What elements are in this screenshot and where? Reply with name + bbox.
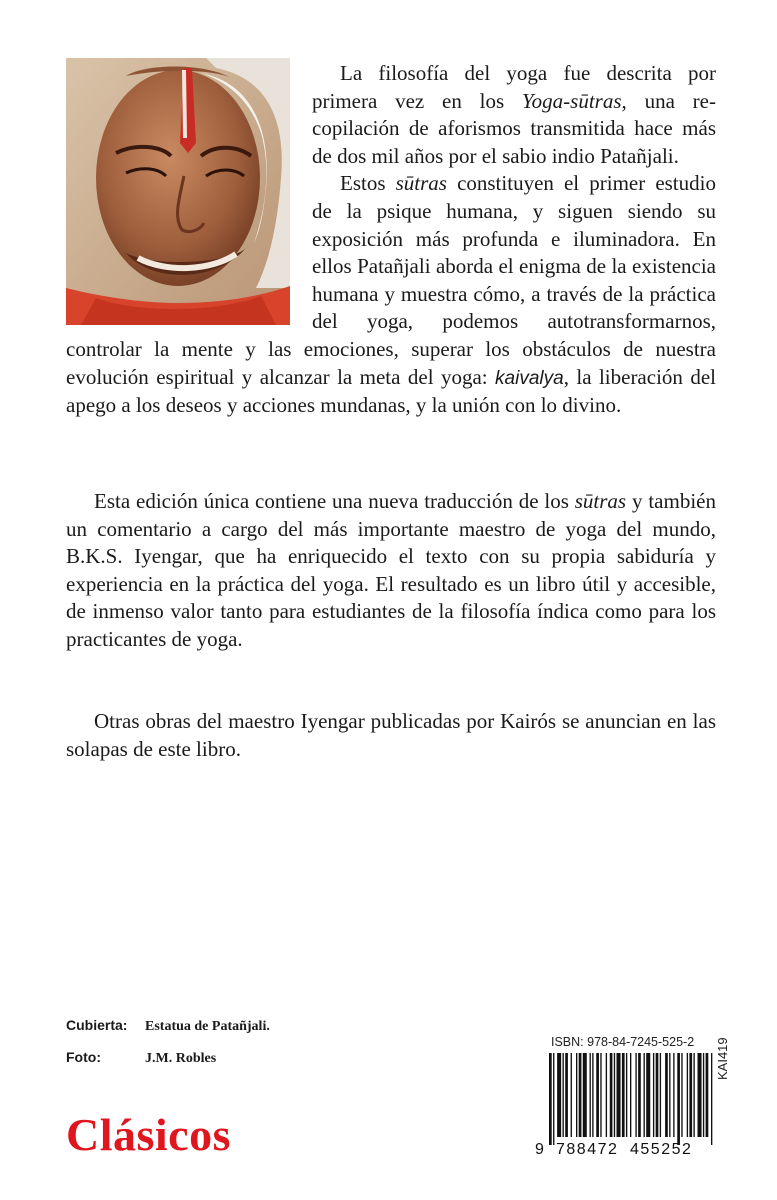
barcode-bar: [606, 1053, 607, 1137]
barcode-bar: [646, 1053, 650, 1137]
barcode-bar: [596, 1053, 599, 1137]
barcode-bar: [665, 1053, 668, 1137]
isbn-barcode: [535, 1035, 720, 1165]
photo-credit-label: Foto:: [66, 1049, 101, 1065]
intro-text: [66, 60, 716, 420]
series-title: Clásicos: [66, 1109, 231, 1160]
barcode-bar: [622, 1053, 625, 1137]
cover-credit-label: Cubierta:: [66, 1017, 128, 1033]
barcode-bar: [592, 1053, 593, 1137]
barcode-bar: [638, 1053, 641, 1137]
barcode-bar: [653, 1053, 654, 1137]
barcode-bar: [681, 1053, 682, 1137]
barcode-bar: [689, 1053, 692, 1137]
barcode-bar: [576, 1053, 577, 1137]
barcode-bar: [614, 1053, 615, 1137]
barcode-bar: [693, 1053, 694, 1137]
barcode-bar: [549, 1053, 552, 1145]
edition-text: [66, 488, 716, 654]
photo-credit-value: J.M. Robles: [145, 1051, 217, 1066]
barcode-bar: [557, 1053, 561, 1137]
barcode-bar: [635, 1053, 636, 1137]
barcode-bar: [630, 1053, 631, 1137]
edition-paragraph: Esta edición única contiene una nueva traducción de los sūtras y también un comentario a cargo del más importante maestro de yoga del mundo, B.K.S. Iyengar, que ha enriquecido el texto con su propia sabiduría y experiencia en la práctica del yoga. El resultado es un libro útil y accesible, de inmenso valor tanto para estudiantes de la filosofía índica como para los practicantes de yoga.: [66, 489, 716, 651]
barcode-bar: [553, 1053, 554, 1145]
cover-credit: [66, 1017, 270, 1035]
barcode-bar: [583, 1053, 587, 1137]
barcode-bar: [565, 1053, 568, 1137]
other-works-paragraph: Otras obras del maestro Iyengar publicadas por Kairós se anuncian en las solapas de este libro.: [66, 709, 716, 761]
barcode-bar: [687, 1053, 688, 1137]
barcode-bar: [711, 1053, 712, 1145]
barcode-bar: [579, 1053, 582, 1137]
barcode-digit-first: 9: [535, 1141, 544, 1158]
photo-credit: [66, 1049, 216, 1067]
other-works-text: [66, 708, 716, 763]
barcode-digits: [535, 1141, 720, 1161]
barcode-bar: [600, 1053, 601, 1137]
barcode-bar: [698, 1053, 702, 1137]
barcode-bar: [590, 1053, 591, 1137]
intro-paragraph-2: Estos sūtras constituyen el primer estudio de la psique humana, y siguen siendo su exposición más profunda e iluminadora. En ellos Patañjali aborda el enigma de la existencia humana y muestra cómo, a través de la práctica del yoga, podemos autotransformarnos, controlar la mente y las emociones, superar los obstáculos de nuestra evolución espiritual y alcanzar la meta del yoga: kaivalya, la liberación del apego a los deseos y acciones mundanas, y la unión con lo divino.: [66, 171, 716, 418]
barcode-bar: [706, 1053, 709, 1137]
barcode-bar: [656, 1053, 659, 1137]
barcode-bars: [535, 1053, 720, 1145]
barcode-bar: [644, 1053, 645, 1137]
barcode-bar: [563, 1053, 564, 1137]
isbn-label: ISBN: 978-84-7245-525-2: [551, 1035, 695, 1049]
barcode-bar: [626, 1053, 627, 1137]
intro-paragraph-1: La filosofía del yoga fue descrita por primera vez en los Yoga-sūtras, una recopilación de aforismos transmitida hace más de dos mil años por el sabio indio Patañjali.: [312, 61, 716, 168]
barcode-bar: [610, 1053, 613, 1137]
barcode-digits-right: 455252: [630, 1141, 693, 1158]
barcode-bar: [660, 1053, 661, 1137]
barcode-bar: [617, 1053, 621, 1137]
barcode-bar: [669, 1053, 670, 1137]
barcode-bar: [571, 1053, 572, 1137]
barcode-digits-left: 788472: [556, 1141, 619, 1158]
photo-spacer: [66, 60, 312, 330]
barcode-bar: [673, 1053, 674, 1137]
cover-credit-value: Estatua de Patañjali.: [145, 1019, 270, 1034]
barcode-bar: [703, 1053, 704, 1137]
barcode-bar: [677, 1053, 680, 1145]
catalog-code: KAI419: [715, 1037, 730, 1080]
